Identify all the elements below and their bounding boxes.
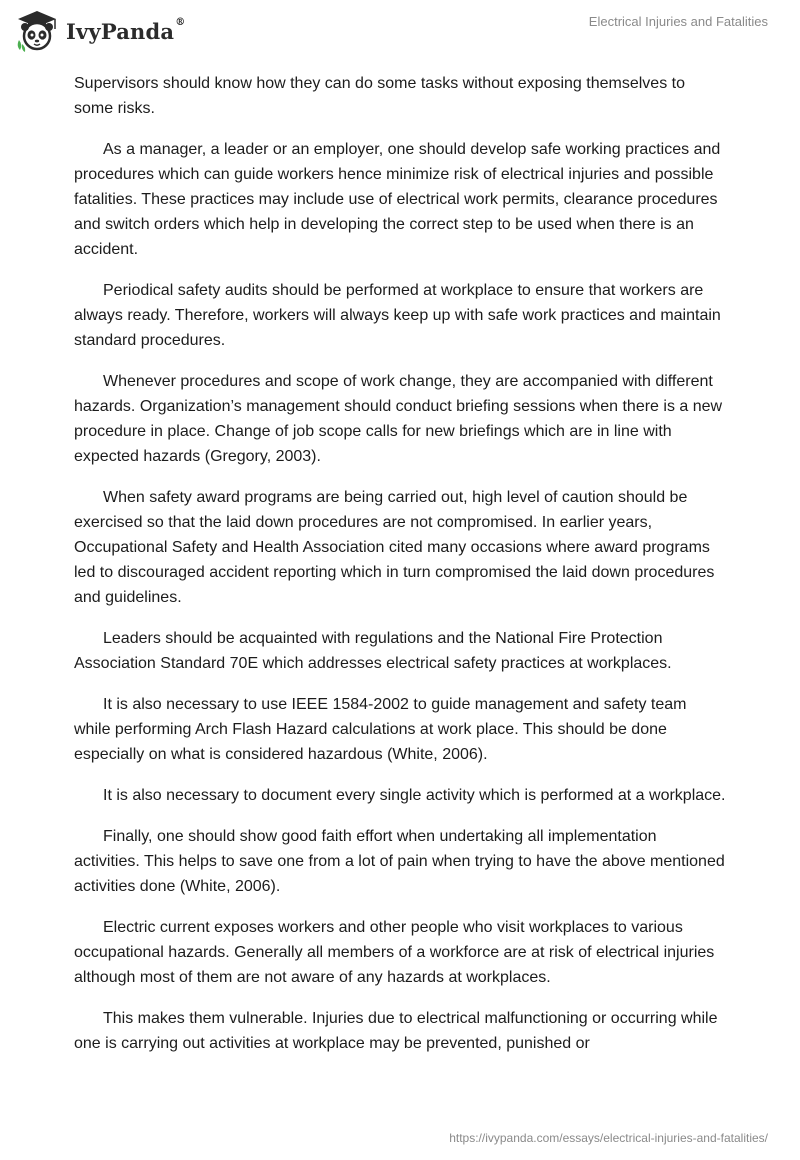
- paragraph: It is also necessary to document every single activity which is performed at a workplace.: [103, 787, 726, 804]
- brand-name: IvyPanda®: [66, 16, 186, 44]
- paragraph: Finally, one should show good faith effort when undertaking all implementation activities. This helps to save one from a lot of pain when trying to have the above mentioned activities done (White, 2006).: [74, 828, 725, 895]
- paragraph: As a manager, a leader or an employer, one should develop safe working practices and procedures which can guide workers hence minimize risk of electrical injuries and possible fatalities. These practices may include use of electrical work permits, clearance procedures and switch orders which help in developing the correct step to be used when there is an accident.: [74, 141, 721, 258]
- paragraph: It is also necessary to use IEEE 1584-2002 to guide management and safety team while performing Arch Flash Hazard calculations at work place. This should be done especially on what is considered hazardous (White, 2006).: [74, 696, 687, 763]
- document-title: Electrical Injuries and Fatalities: [588, 14, 768, 29]
- paragraph: This makes them vulnerable. Injuries due to electrical malfunctioning or occurring while one is carrying out activities at workplace may be prevented, punished or: [74, 1010, 718, 1052]
- paragraph: Supervisors should know how they can do some tasks without exposing themselves to some risks.: [74, 75, 685, 117]
- paragraph: Periodical safety audits should be performed at workplace to ensure that workers are always ready. Therefore, workers will always keep up with safe work practices and maintain standard procedures.: [74, 282, 721, 349]
- panda-graduate-icon: [14, 8, 60, 54]
- paragraph: Electric current exposes workers and other people who visit workplaces to various occupational hazards. Generally all members of a workforce are at risk of electrical injuries although most of them are not aware of any hazards at workplaces.: [74, 919, 715, 986]
- essay-body: [74, 71, 726, 1072]
- paragraph: When safety award programs are being carried out, high level of caution should be exercised so that the laid down procedures are not compromised. In earlier years, Occupational Safety and Health Association cited many occasions where award programs led to discouraged accident reporting which in turn compromised the laid down procedures and guidelines.: [74, 489, 715, 606]
- paragraph: Whenever procedures and scope of work change, they are accompanied with different hazards. Organization’s management should conduct briefing sessions when there is a new procedure in place. Change of job scope calls for new briefings which are in line with expected hazards (Gregory, 2003).: [74, 373, 723, 465]
- source-url[interactable]: https://ivypanda.com/essays/electrical-injuries-and-fatalities/: [449, 1131, 768, 1145]
- paragraph: Leaders should be acquainted with regulations and the National Fire Protection Association Standard 70E which addresses electrical safety practices at workplaces.: [74, 630, 672, 672]
- ivypanda-logo[interactable]: [14, 8, 185, 54]
- page-header: [0, 0, 800, 64]
